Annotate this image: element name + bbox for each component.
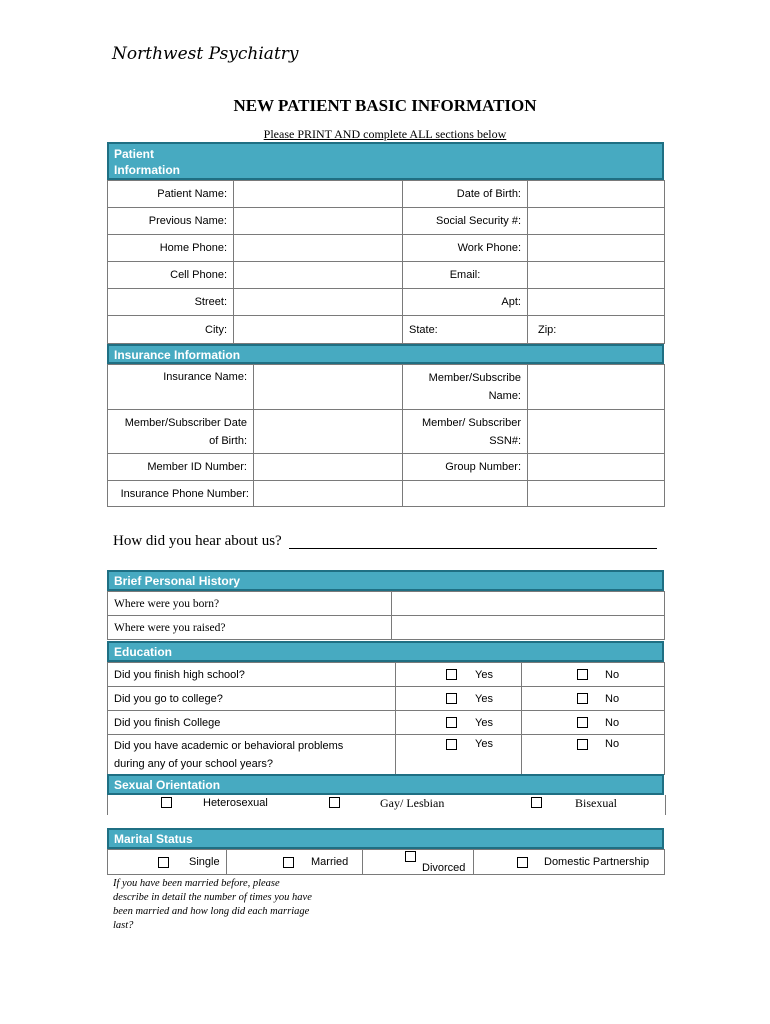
member-dob-label: Member/Subscriber Date of Birth: (108, 410, 254, 454)
group-number-field[interactable] (528, 454, 665, 481)
edu-q3-no-label: No (605, 716, 620, 729)
group-number-label: Group Number: (403, 454, 528, 481)
insurance-info-table (107, 364, 665, 507)
married-checkbox[interactable] (283, 857, 294, 868)
edu-q4-no-checkbox[interactable] (577, 739, 588, 750)
cell-phone-field[interactable] (234, 262, 403, 289)
email-label: Email: (403, 262, 528, 289)
patient-section-header (107, 142, 664, 180)
member-ssn-field[interactable] (528, 410, 665, 454)
zip-label: Zip: (528, 316, 665, 344)
member-id-label: Member ID Number: (108, 454, 254, 481)
heterosexual-checkbox[interactable] (161, 797, 172, 808)
state-label: State: (403, 316, 528, 344)
edu-q4-yes-label: Yes (475, 738, 493, 750)
marital-table (107, 849, 665, 875)
patient-section-title: Patient Information (114, 147, 180, 177)
orientation-section-title: Sexual Orientation (114, 778, 221, 792)
edu-q1-no-checkbox[interactable] (577, 669, 588, 680)
work-phone-label: Work Phone: (403, 235, 528, 262)
edu-q1-no-label: No (605, 668, 620, 681)
edu-q4-no-label: No (605, 738, 620, 750)
insurance-name-label: Insurance Name: (108, 365, 254, 410)
edu-q3-no-checkbox[interactable] (577, 717, 588, 728)
divorced-checkbox[interactable] (405, 851, 416, 862)
edu-q1-yes-checkbox[interactable] (446, 669, 457, 680)
street-field[interactable] (234, 289, 403, 316)
marital-section-header (107, 828, 664, 849)
bisexual-checkbox[interactable] (531, 797, 542, 808)
history-section-header (107, 570, 664, 591)
edu-q2-yes-checkbox[interactable] (446, 693, 457, 704)
previous-name-field[interactable] (234, 208, 403, 235)
edu-q3-yes-checkbox[interactable] (446, 717, 457, 728)
education-section-header (107, 641, 664, 662)
marriage-history-note: If you have been married before, please describe in detail the number of times you have been married and how long did each marriage last? (113, 878, 312, 931)
home-phone-label: Home Phone: (108, 235, 234, 262)
marital-section-title: Marital Status (114, 832, 193, 846)
form-title: NEW PATIENT BASIC INFORMATION (233, 96, 537, 115)
insurance-section-header (107, 344, 664, 364)
edu-q4-label: Did you have academic or behavioral problems during any of your school years? (108, 735, 396, 775)
patient-name-label: Patient Name: (108, 181, 234, 208)
email-field[interactable] (528, 262, 665, 289)
patient-name-field[interactable] (234, 181, 403, 208)
bisexual-label: Bisexual (575, 796, 617, 810)
apt-label: Apt: (403, 289, 528, 316)
home-phone-field[interactable] (234, 235, 403, 262)
history-table (107, 591, 665, 640)
gay-lesbian-label: Gay/ Lesbian (380, 796, 445, 810)
member-name-field[interactable] (528, 365, 665, 410)
edu-q3-label: Did you finish College (108, 711, 396, 735)
born-label: Where were you born? (108, 592, 392, 616)
member-name-label: Member/Subscribe Name: (403, 365, 528, 410)
born-field[interactable] (392, 592, 665, 616)
insurance-section-title: Insurance Information (114, 348, 241, 362)
gay-lesbian-checkbox[interactable] (329, 797, 340, 808)
orientation-section-header (107, 774, 664, 795)
brand-name: Northwest Psychiatry (112, 44, 299, 64)
ssn-label: Social Security #: (403, 208, 528, 235)
domestic-partnership-label: Domestic Partnership (544, 856, 650, 868)
member-dob-field[interactable] (254, 410, 403, 454)
patient-info-table (107, 180, 665, 344)
edu-q4-yes-checkbox[interactable] (446, 739, 457, 750)
edu-q1-label: Did you finish high school? (108, 663, 396, 687)
insurance-name-field[interactable] (254, 365, 403, 410)
edu-q2-yes-label: Yes (475, 692, 493, 705)
orientation-row (107, 795, 666, 815)
hear-about-field[interactable] (289, 548, 657, 549)
raised-field[interactable] (392, 616, 665, 640)
edu-q1-yes-label: Yes (475, 668, 493, 681)
ssn-field[interactable] (528, 208, 665, 235)
form-subtitle: Please PRINT AND complete ALL sections below (263, 127, 507, 141)
education-section-title: Education (114, 645, 173, 659)
work-phone-field[interactable] (528, 235, 665, 262)
divorced-label: Divorced (422, 862, 466, 874)
member-ssn-label: Member/ Subscriber SSN#: (403, 410, 528, 454)
city-field[interactable] (234, 316, 403, 344)
education-table (107, 662, 665, 775)
edu-q2-no-checkbox[interactable] (577, 693, 588, 704)
raised-label: Where were you raised? (108, 616, 392, 640)
dob-label: Date of Birth: (403, 181, 528, 208)
dob-field[interactable] (528, 181, 665, 208)
single-label: Single (189, 856, 220, 868)
insurance-extra-field-2[interactable] (528, 481, 665, 507)
married-label: Married (311, 856, 349, 868)
edu-q2-no-label: No (605, 692, 620, 705)
apt-field[interactable] (528, 289, 665, 316)
heterosexual-label: Heterosexual (203, 797, 268, 809)
history-section-title: Brief Personal History (114, 574, 241, 588)
single-checkbox[interactable] (158, 857, 169, 868)
insurance-phone-label: Insurance Phone Number: (108, 481, 254, 507)
previous-name-label: Previous Name: (108, 208, 234, 235)
insurance-phone-field[interactable] (254, 481, 403, 507)
city-label: City: (108, 316, 234, 344)
hear-about-label: How did you hear about us? (113, 533, 282, 549)
edu-q2-label: Did you go to college? (108, 687, 396, 711)
domestic-partnership-checkbox[interactable] (517, 857, 528, 868)
edu-q3-yes-label: Yes (475, 716, 493, 729)
street-label: Street: (108, 289, 234, 316)
insurance-extra-field-1[interactable] (403, 481, 528, 507)
member-id-field[interactable] (254, 454, 403, 481)
cell-phone-label: Cell Phone: (108, 262, 234, 289)
